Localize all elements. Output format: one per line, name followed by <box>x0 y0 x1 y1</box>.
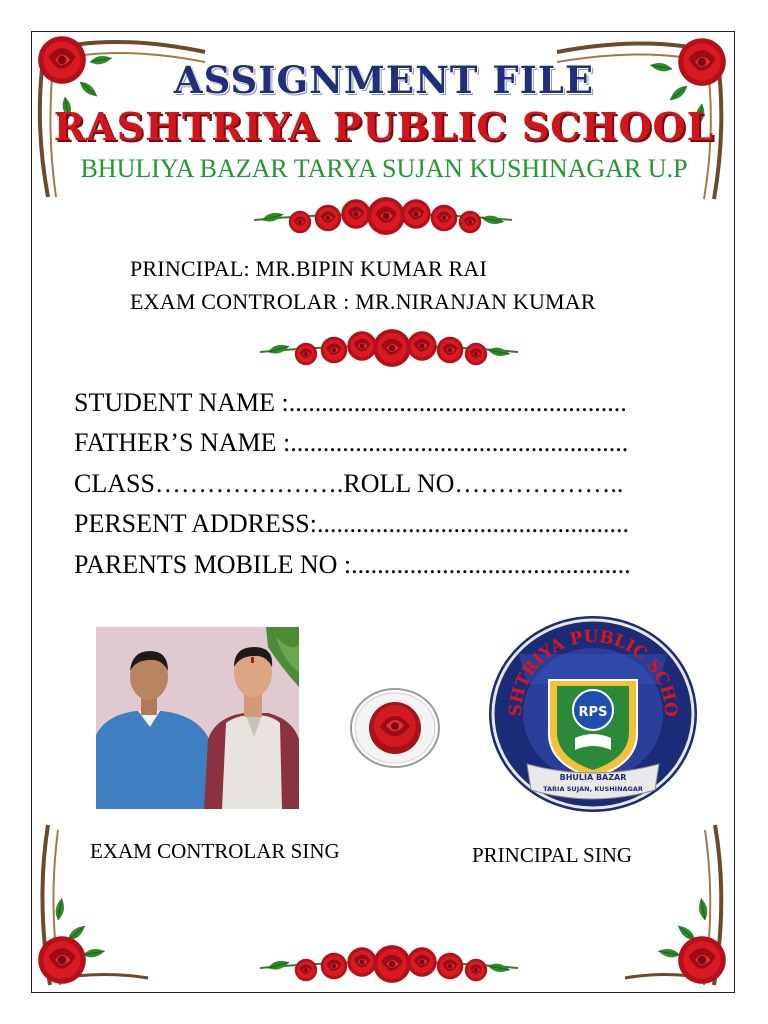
logo-ring-text: SHTRIYA PUBLIC SCHO <box>505 626 681 718</box>
principal-name: PRINCIPAL: MR.BIPIN KUMAR RAI <box>130 256 488 281</box>
student-name-field: STUDENT NAME :.................................................... <box>74 388 627 417</box>
rose-divider-middle <box>260 322 520 380</box>
logo-banner-line1: BHULIA BAZAR <box>559 773 627 782</box>
principal-signature-label: PRINCIPAL SING <box>472 843 633 867</box>
school-address: BHULIYA BAZAR TARYA SUJAN KUSHINAGAR U.P <box>80 154 688 183</box>
father-name-field: FATHER’S NAME :.................................................... <box>74 428 629 457</box>
staff-photo <box>96 627 299 809</box>
logo-initials: RPS <box>578 705 608 720</box>
present-address-field: PERSENT ADDRESS:................................................ <box>74 509 629 538</box>
rose-emblem <box>348 686 442 774</box>
corner-rose-bottom-right <box>620 820 740 995</box>
rose-divider-top <box>254 190 514 248</box>
assignment-title: ASSIGNMENT FILE <box>173 58 595 102</box>
school-logo <box>487 614 699 818</box>
school-name: RASHTRIYA PUBLIC SCHOOL <box>53 104 715 149</box>
rose-divider-bottom <box>260 938 520 996</box>
logo-banner-line2: TARIA SUJAN, KUSHINAGAR <box>543 785 643 793</box>
exam-controller-name: EXAM CONTROLAR : MR.NIRANJAN KUMAR <box>130 289 596 314</box>
exam-controller-signature-label: EXAM CONTROLAR SING <box>90 839 340 863</box>
class-roll-field: CLASS………………….ROLL NO……………….. <box>74 469 624 498</box>
parents-mobile-field: PARENTS MOBILE NO :........................................... <box>74 550 631 579</box>
